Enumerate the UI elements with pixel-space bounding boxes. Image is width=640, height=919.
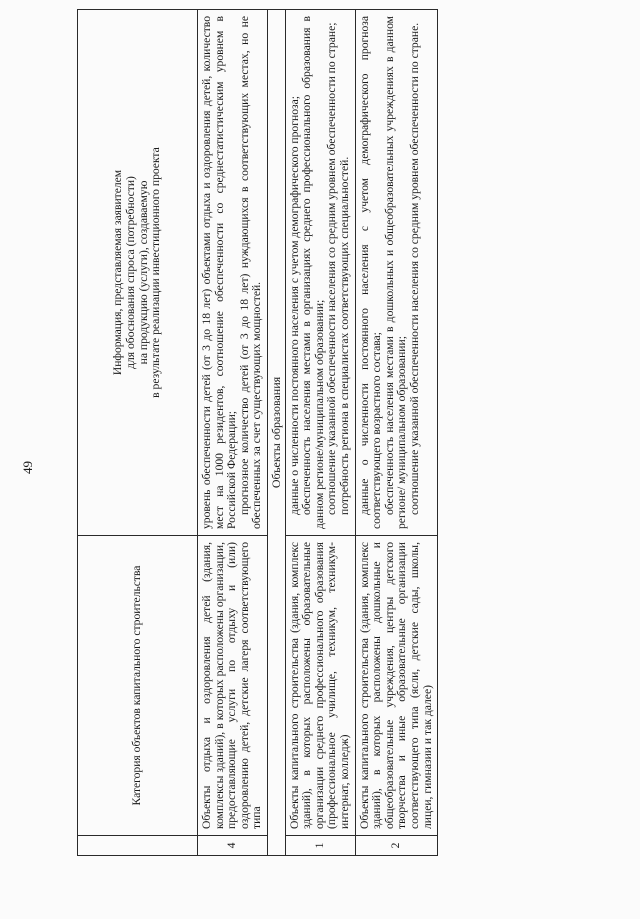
info-paragraph: соотношение указанной обеспеченности населения со средним уровнем обеспеченности по стране. <box>407 22 421 515</box>
info-paragraph: соотношение указанной обеспеченности населения со средним уровнем обеспеченности по стране; <box>325 22 339 515</box>
table-header-row <box>78 10 198 856</box>
info-paragraph: потребность региона в специалистах соответствующих специальностей. <box>337 156 351 515</box>
row-number: 2 <box>355 836 438 856</box>
capital-construction-table <box>77 9 438 856</box>
row-info <box>355 10 438 536</box>
table-section-row <box>267 10 285 856</box>
row-category: Объекты капитального строительства (здания, комплекс зданий), в которых расположены образовательные организации среднего профессионального образования (профессиональное училище, техникум, техникум-интернат, колледж) <box>285 536 355 836</box>
info-paragraph: обеспеченность населения местами в дошкольных и общеобразовательных учреждениях в данном регионе/ муниципальном образовании; <box>382 16 409 529</box>
table-row-general <box>355 10 438 856</box>
table-row-recreation <box>198 10 268 856</box>
table-row-professional <box>285 10 355 856</box>
row-category: Объекты капитального строительства (здания, комплекс зданий), в которых расположены дошкольные и общеобразовательные учреждения, центры детского творчества и иные образовательные организации соответствующего типа (ясли, детские сады, школы, лицеи, гимназии и так далее) <box>355 536 438 836</box>
header-info-line: в результате реализации инвестиционного проекта <box>149 147 163 398</box>
info-paragraph: обеспеченность населения местами в организациях среднего профессионального образования в данном регионе/муниципальном образовании; <box>300 16 326 529</box>
row-number: 1 <box>285 836 355 856</box>
row-info <box>285 10 355 536</box>
row-info <box>198 10 268 536</box>
header-number-cell <box>78 836 198 856</box>
info-paragraph: данные о численности постоянного населения с учетом демографического прогноза соответствующего возрастного состава; <box>357 16 384 529</box>
row-number: 4 <box>198 836 268 856</box>
header-info-line: Информация, представляемая заявителем <box>111 169 125 376</box>
page-number: 49 <box>20 461 35 474</box>
section-title: Объекты образования <box>267 10 285 856</box>
header-info-line: для обоснования спроса (потребности) <box>123 176 137 369</box>
header-info-cell <box>78 10 198 536</box>
info-paragraph: прогнозное количество детей (от 3 до 18 лет) нуждающихся в соответствующих местах, но не обеспеченных за счет существующих мощностей. <box>237 16 264 529</box>
header-category-cell: Категория объектов капитального строительства <box>78 536 198 836</box>
info-paragraph: уровень обеспеченности детей (от 3 до 18 лет) объектами отдыха и оздоровления детей, количество мест на 1000 резидентов, соотношение обеспеченности со среднестатистическим уровнем в Российской Федерации; <box>200 16 239 529</box>
row-category: Объекты отдыха и оздоровления детей (здания, комплексы зданий), в которых расположены организации, предоставляющие услуги по отдыху и (или) оздоровлению детей, детские лагеря соответствующего типа <box>198 536 268 836</box>
info-paragraph: данные о численности постоянного населения с учетом демографического прогноза; <box>287 96 301 515</box>
header-info-line: на продукцию (услуги), создаваемую <box>136 180 150 365</box>
